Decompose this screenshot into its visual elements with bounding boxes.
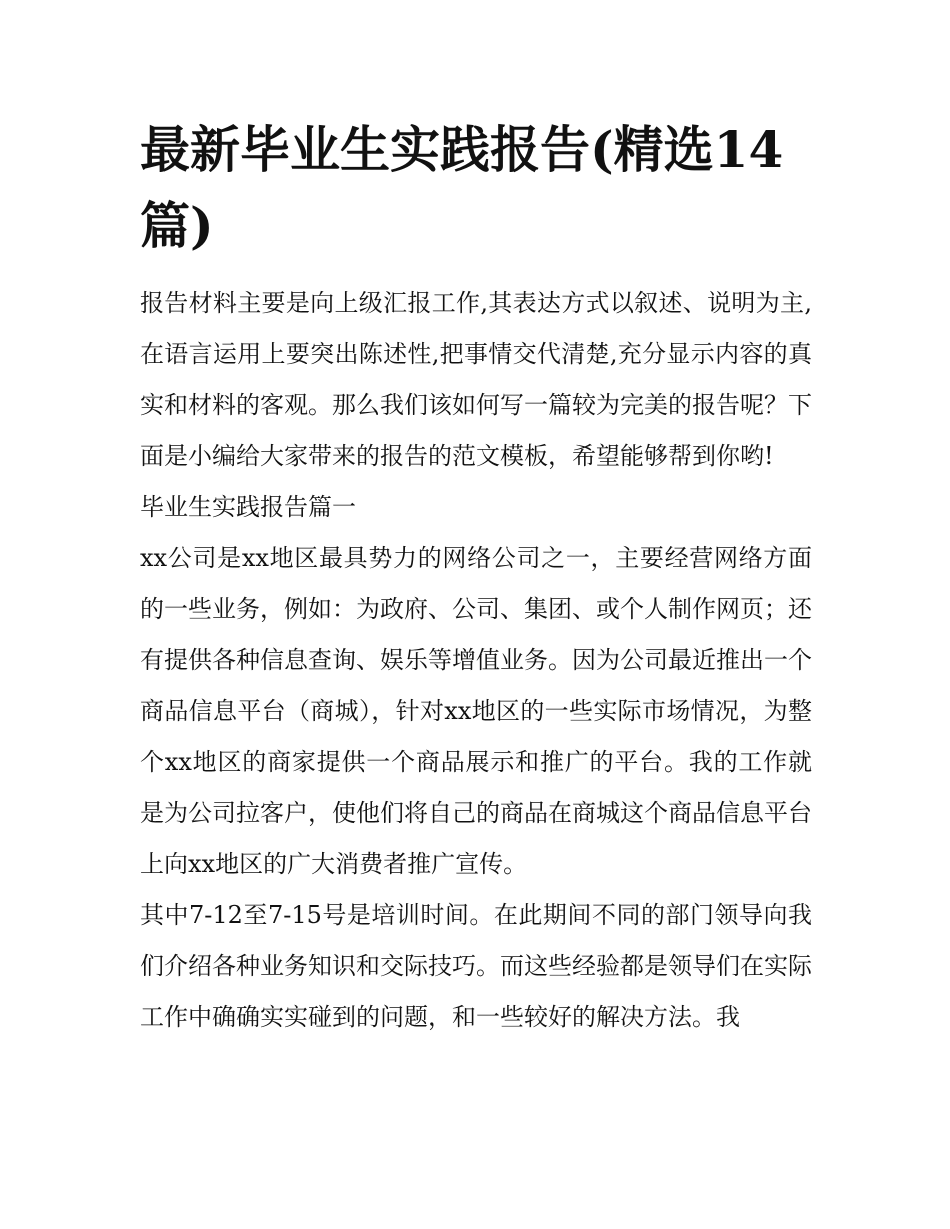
- body-paragraph: xx公司是xx地区最具势力的网络公司之一，主要经营网络方面的一些业务，例如：为政府、公司、集团、或个人制作网页；还有提供各种信息查询、娱乐等增值业务。因为公司最近推出一个商品信息平台（商城），针对xx地区的一些实际市场情况，为整个xx地区的商家提供一个商品展示和推广的平台。我的工作就是为公司拉客户，使他们将自己的商品在商城这个商品信息平台上向xx地区的广大消费者推广宣传。: [140, 544, 812, 878]
- document-page: [140, 112, 812, 1043]
- section-heading: 毕业生实践报告篇一: [140, 493, 356, 521]
- body-paragraph: 其中7-12至7-15号是培训时间。在此期间不同的部门领导向我们介绍各种业务知识和交际技巧。而这些经验都是领导们在实际工作中确确实实碰到的问题，和一些较好的解决方法。我: [140, 901, 812, 1031]
- intro-paragraph: 报告材料主要是向上级汇报工作,其表达方式以叙述、说明为主,在语言运用上要突出陈述性,把事情交代清楚,充分显示内容的真实和材料的客观。那么我们该如何写一篇较为完美的报告呢？下面是小编给大家带来的报告的范文模板，希望能够帮到你哟!: [140, 289, 812, 470]
- document-title: 最新毕业生实践报告(精选14篇): [140, 120, 784, 255]
- document-body: [140, 278, 812, 1043]
